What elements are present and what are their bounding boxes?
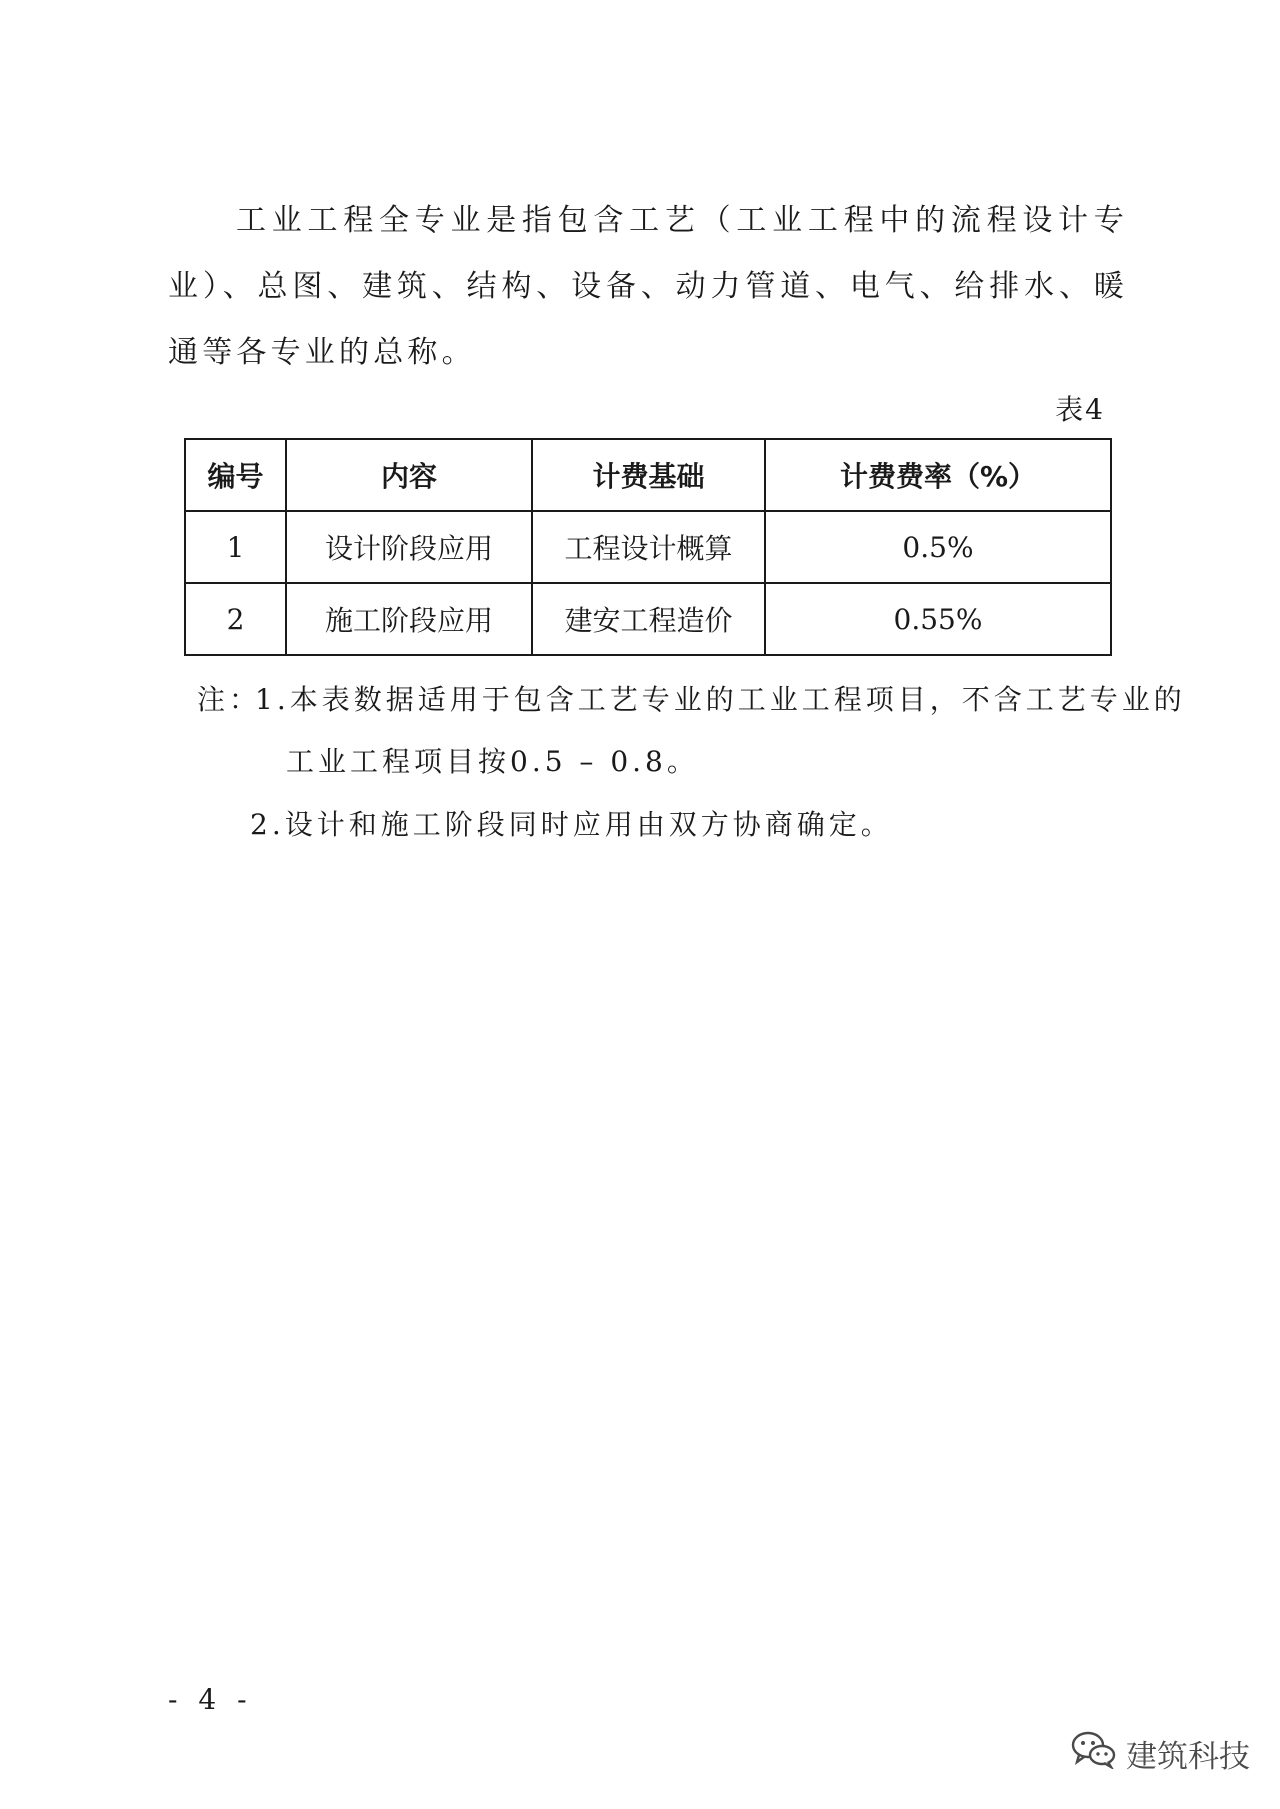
header-fee-rate: 计费费率（%） bbox=[765, 439, 1111, 511]
wechat-icon bbox=[1070, 1729, 1116, 1777]
table-header-row bbox=[185, 439, 1111, 511]
note-item-1-line-1: 1.本表数据适用于包含工艺专业的工业工程项目，不含工艺专业的 bbox=[255, 683, 1186, 716]
cell-fee-rate: 0.55% bbox=[765, 583, 1111, 655]
cell-fee-basis: 建安工程造价 bbox=[532, 583, 765, 655]
body-paragraph: 工业工程全专业是指包含工艺（工业工程中的流程设计专业）、总图、建筑、结构、设备、动力管道、电气、给排水、暖通等各专业的总称。 bbox=[168, 203, 1128, 370]
cell-content: 设计阶段应用 bbox=[286, 511, 532, 583]
table-row bbox=[185, 583, 1111, 655]
watermark-text: 建筑科技 bbox=[1126, 1738, 1250, 1775]
header-number: 编号 bbox=[185, 439, 286, 511]
cell-content: 施工阶段应用 bbox=[286, 583, 532, 655]
fee-rate-table bbox=[184, 438, 1112, 656]
table-row bbox=[185, 511, 1111, 583]
header-content: 内容 bbox=[286, 439, 532, 511]
watermark bbox=[1070, 1729, 1250, 1777]
page-number: - 4 - bbox=[168, 1683, 253, 1716]
header-fee-basis: 计费基础 bbox=[532, 439, 765, 511]
notes-label: 注： bbox=[197, 683, 262, 716]
note-item-2: 2.设计和施工阶段同时应用由双方协商确定。 bbox=[250, 808, 893, 841]
note-item-1-line-2: 工业工程项目按0.5 – 0.8。 bbox=[286, 745, 699, 778]
cell-fee-rate: 0.5% bbox=[765, 511, 1111, 583]
cell-number: 2 bbox=[185, 583, 286, 655]
table-caption: 表4 bbox=[1055, 393, 1105, 426]
cell-number: 1 bbox=[185, 511, 286, 583]
cell-fee-basis: 工程设计概算 bbox=[532, 511, 765, 583]
